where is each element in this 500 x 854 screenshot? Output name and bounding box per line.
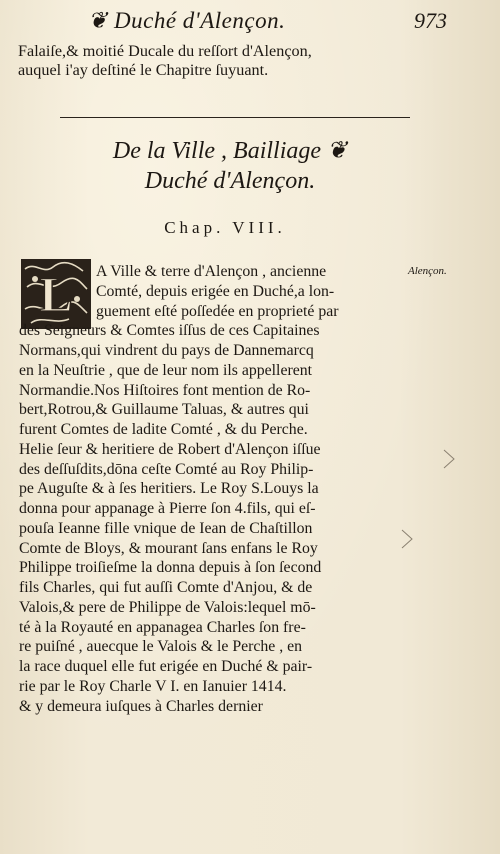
- text-line: pouſa Ieanne fille vnique de Iean de Chaſtillon: [19, 519, 313, 537]
- margin-bracket-mark: [398, 528, 420, 550]
- margin-bracket-mark: [440, 448, 462, 470]
- text-line: Philippe troiſieſme la donna depuis à ſon ſecond: [19, 559, 322, 577]
- text-line: des Seigneurs & Comtes iſſus de ces Capitaines: [19, 322, 320, 340]
- drop-cap-letter: L: [39, 266, 73, 322]
- text-line: A Ville & terre d'Alençon , ancienne: [96, 263, 327, 280]
- text-line: re puiſné , auecque le Valois & le Perche , en: [19, 638, 303, 656]
- text-line: fils Charles, qui fut auſſi Comte d'Anjou, & de: [19, 579, 313, 596]
- text-line: & y demeura iuſques à Charles dernier: [19, 697, 263, 715]
- chapter-title: [0, 136, 460, 196]
- chapter-title-line: De la Ville , Bailliage ❦: [112, 138, 348, 164]
- text-line: té à la Royauté en appanagea Charles ſon fre-: [19, 618, 306, 636]
- text-line: Helie ſeur & heritiere de Robert d'Alençon iſſue: [19, 440, 321, 458]
- body-paragraph: [19, 262, 405, 716]
- running-head: ❦ Duché d'Alençon.: [88, 8, 286, 33]
- section-rule: [60, 117, 410, 118]
- text-line: en la Neuſtrie , que de leur nom ils appellerent: [19, 361, 313, 379]
- text-line: des deſſuſdits,dōna ceſte Comté au Roy Philip-: [19, 460, 314, 478]
- text-line: bert,Rotrou,& Guillaume Taluas, & autres qui: [19, 401, 309, 419]
- page-header: [0, 4, 500, 38]
- text-line: furent Comtes de ladite Comté , & du Perche.: [19, 421, 308, 438]
- text-line: auquel i'ay deſtiné le Chapitre ſuyuant.: [18, 61, 269, 79]
- text-line: la race duquel elle fut erigée en Duché & pair-: [19, 658, 313, 675]
- text-line: Comte de Bloys, & mourant ſans enfans le Roy: [19, 539, 318, 557]
- text-line: Normans,qui vindrent du pays de Dannemarcq: [19, 342, 314, 359]
- text-line: Comté, depuis erigée en Duché,a lon-: [96, 282, 335, 300]
- chapter-number: Chap. VIII.: [164, 218, 286, 237]
- page-number: 973: [414, 8, 447, 33]
- chapter-title-line: Duché d'Alençon.: [144, 168, 316, 194]
- text-line: rie par le Roy Charle V I. en Ianuier 1414.: [19, 677, 287, 695]
- margin-note: Alençon.: [408, 265, 447, 277]
- carryover-paragraph: [18, 42, 406, 80]
- text-line: Valois,& pere de Philippe de Valois:lequel mō-: [19, 598, 316, 616]
- text-line: Falaiſe,& moitié Ducale du reſſort d'Alençon,: [18, 42, 312, 60]
- text-line: Normandie.Nos Hiſtoires font mention de Ro-: [19, 381, 311, 399]
- text-line: donna pour appanage à Pierre ſon 4.fils, qui eſ-: [19, 500, 316, 517]
- text-line: pe Auguſte & à ſes heritiers. Le Roy S.Louys la: [19, 480, 319, 498]
- text-line: guement eſté poſſedée en proprieté par: [96, 302, 339, 320]
